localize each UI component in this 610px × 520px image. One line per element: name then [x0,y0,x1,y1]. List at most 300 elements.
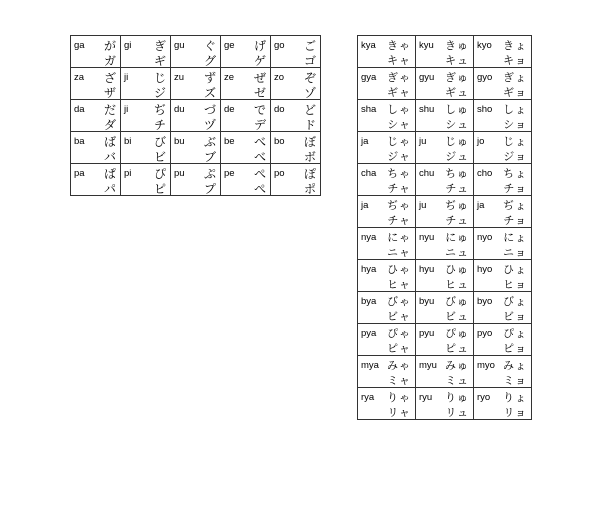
katakana-label: ニョ [503,246,527,259]
kana-cell [121,100,171,132]
katakana-label: ピョ [503,342,527,355]
kana-cell-content [358,356,415,387]
romaji-label: chu [419,168,435,179]
kana-cell [358,324,416,356]
katakana-label: プ [203,182,216,196]
hiragana-label: ちゅ [445,167,469,180]
kana-cell [474,132,532,164]
hiragana-label: みょ [503,359,527,372]
katakana-label: ゴ [303,54,316,68]
romaji-label: za [74,72,85,83]
romaji-label: kyo [477,40,492,51]
katakana-label: ミュ [445,374,469,387]
hiragana-label: じ [153,71,166,85]
hiragana-label: べ [253,135,266,149]
katakana-label: リョ [503,406,527,419]
kana-cell [416,292,474,324]
kana-cell [71,100,121,132]
romaji-label: bu [174,136,185,147]
hiragana-label: ぶ [203,135,216,149]
hiragana-label: ぎゃ [387,71,411,84]
kana-cell-content [416,36,473,67]
hiragana-label: ちゃ [387,167,411,180]
hiragana-label: みゅ [445,359,469,372]
hiragana-label: びょ [503,295,527,308]
kana-cell-content [358,36,415,67]
hiragana-label: ぴ [153,167,166,181]
kana-cell-content [121,132,170,163]
kana-cell [271,68,321,100]
kana-cell-content [474,324,531,355]
katakana-label: シュ [445,118,469,131]
katakana-label: ギャ [387,86,411,99]
romaji-label: go [274,40,285,51]
katakana-label: ジュ [445,150,469,163]
romaji-label: byo [477,296,493,307]
hiragana-label: ぴゃ [387,327,411,340]
hiragana-label: ぞ [303,71,316,85]
kana-cell [221,36,271,68]
katakana-label: ゾ [303,86,316,100]
romaji-label: myo [477,360,495,371]
hiragana-label: ひゃ [387,263,411,276]
dakuten-table-body [71,36,321,196]
katakana-label: リュ [445,406,469,419]
katakana-label: ビョ [503,310,527,323]
kana-cell-content [416,100,473,131]
kana-cell-content [416,164,473,195]
hiragana-label: にゅ [445,231,469,244]
kana-cell [474,324,532,356]
kana-cell-content [271,68,320,99]
romaji-label: ji [124,104,129,115]
romaji-label: sho [477,104,493,115]
hiragana-label: づ [203,103,216,117]
hiragana-label: きゃ [387,39,411,52]
romaji-label: zo [274,72,285,83]
kana-cell-content [416,356,473,387]
hiragana-label: ぎ [153,39,166,53]
kana-cell-content [358,228,415,259]
hiragana-label: ざ [103,71,116,85]
kana-cell [358,388,416,420]
romaji-label: be [224,136,235,147]
table-row [358,132,532,164]
katakana-label: ヅ [203,118,216,132]
kana-cell [271,36,321,68]
romaji-label: nya [361,232,377,243]
katakana-label: チ [153,118,166,132]
hiragana-label: ぼ [303,135,316,149]
hiragana-label: りょ [503,391,527,404]
kana-cell-content [121,100,170,131]
kana-cell-content [358,388,415,419]
katakana-label: ギョ [503,86,527,99]
table-row [71,36,321,68]
kana-cell-content [121,68,170,99]
kana-cell [474,292,532,324]
katakana-label: ジャ [387,150,411,163]
katakana-label: ボ [303,150,316,164]
kana-cell-content [221,100,270,131]
hiragana-label: きょ [503,39,527,52]
katakana-label: ド [303,118,316,132]
table-row [358,68,532,100]
kana-cell [71,164,121,196]
kana-cell [358,260,416,292]
kana-cell [221,164,271,196]
kana-cell-content [71,132,120,163]
kana-cell [171,36,221,68]
yoon-table-body [358,36,532,420]
katakana-label: ミャ [387,374,411,387]
katakana-label: ヒュ [445,278,469,291]
kana-cell [416,260,474,292]
hiragana-label: じゃ [387,135,411,148]
kana-cell-content [416,388,473,419]
hiragana-label: じゅ [445,135,469,148]
katakana-label: ポ [303,182,316,196]
katakana-label: キャ [387,54,411,67]
kana-cell [121,164,171,196]
kana-cell-content [474,132,531,163]
kana-cell [171,164,221,196]
kana-cell [358,100,416,132]
kana-cell [358,132,416,164]
katakana-label: チュ [445,214,469,227]
hiragana-label: ぎょ [503,71,527,84]
kana-cell [416,388,474,420]
hiragana-label: だ [103,103,116,117]
kana-cell-content [358,68,415,99]
kana-cell-content [271,36,320,67]
romaji-label: cho [477,168,493,179]
hiragana-label: げ [253,39,266,53]
kana-cell [121,68,171,100]
yoon-kana-table [357,35,532,420]
hiragana-label: ず [203,71,216,85]
romaji-label: gi [124,40,132,51]
kana-cell-content [71,164,120,195]
kana-cell-content [416,196,473,227]
romaji-label: gya [361,72,377,83]
katakana-label: ヒョ [503,278,527,291]
romaji-label: pyu [419,328,435,339]
katakana-label: キュ [445,54,469,67]
hiragana-label: ぢ [153,103,166,117]
katakana-label: ザ [103,86,116,100]
katakana-label: ピャ [387,342,411,355]
romaji-label: hyu [419,264,435,275]
katakana-label: ギュ [445,86,469,99]
kana-cell-content [416,68,473,99]
hiragana-label: ご [303,39,316,53]
hiragana-label: ぽ [303,167,316,181]
kana-cell-content [358,324,415,355]
hiragana-label: みゃ [387,359,411,372]
kana-cell-content [121,36,170,67]
kana-cell [71,132,121,164]
kana-cell-content [221,68,270,99]
table-row [71,68,321,100]
romaji-label: gyo [477,72,493,83]
kana-cell [121,36,171,68]
katakana-label: ヒャ [387,278,411,291]
hiragana-label: ぺ [253,167,266,181]
kana-cell-content [271,100,320,131]
hiragana-label: りゅ [445,391,469,404]
kana-cell-content [171,164,220,195]
hiragana-label: ば [103,135,116,149]
kana-cell-content [221,132,270,163]
table-row [71,132,321,164]
hiragana-label: ぱ [103,167,116,181]
romaji-label: kyu [419,40,434,51]
table-row [358,36,532,68]
romaji-label: hya [361,264,377,275]
katakana-label: ショ [503,118,527,131]
kana-cell-content [358,196,415,227]
kana-cell [358,36,416,68]
hiragana-label: しゅ [445,103,469,116]
hiragana-label: ぐ [203,39,216,53]
hiragana-label: ぢょ [503,199,527,212]
kana-cell-content [358,100,415,131]
table-row [71,164,321,196]
kana-cell-content [474,100,531,131]
katakana-label: リャ [387,406,411,419]
hiragana-label: きゅ [445,39,469,52]
romaji-label: ja [361,200,369,211]
hiragana-label: ど [303,103,316,117]
romaji-label: gyu [419,72,435,83]
kana-cell [358,228,416,260]
kana-cell-content [474,228,531,259]
kana-cell-content [221,164,270,195]
kana-cell [71,68,121,100]
kana-cell [271,132,321,164]
kana-cell-content [71,68,120,99]
katakana-label: ピ [153,182,166,196]
table-row [358,324,532,356]
katakana-label: ビュ [445,310,469,323]
kana-cell-content [474,356,531,387]
katakana-label: ぺ [253,182,266,196]
katakana-label: チャ [387,182,411,195]
katakana-label: デ [253,118,266,132]
katakana-label: キョ [503,54,527,67]
katakana-label: パ [103,182,116,196]
kana-cell [71,36,121,68]
katakana-label: グ [203,54,216,68]
katakana-label: ジョ [503,150,527,163]
kana-cell-content [171,36,220,67]
hiragana-label: ちょ [503,167,527,180]
romaji-label: ge [224,40,235,51]
hiragana-label: にゃ [387,231,411,244]
romaji-label: ze [224,72,235,83]
kana-cell [416,132,474,164]
katakana-label: チャ [387,214,411,227]
kana-cell [271,100,321,132]
kana-cell-content [416,228,473,259]
hiragana-label: ぜ [253,71,266,85]
romaji-label: po [274,168,285,179]
kana-cell-content [416,292,473,323]
katakana-label: ジ [153,86,166,100]
kana-cell [474,388,532,420]
romaji-label: myu [419,360,437,371]
hiragana-label: ぢゅ [445,199,469,212]
hiragana-label: びゅ [445,295,469,308]
romaji-label: ga [74,40,85,51]
table-row [71,100,321,132]
romaji-label: hyo [477,264,493,275]
romaji-label: de [224,104,235,115]
romaji-label: ju [419,136,427,147]
kana-cell-content [416,324,473,355]
romaji-label: pe [224,168,235,179]
romaji-label: sha [361,104,377,115]
katakana-label: ゲ [253,54,266,68]
romaji-label: ja [477,200,485,211]
hiragana-label: ぴょ [503,327,527,340]
hiragana-label: ぷ [203,167,216,181]
kana-cell [474,356,532,388]
table-row [358,100,532,132]
katakana-label: ガ [103,54,116,68]
romaji-label: ryu [419,392,433,403]
kana-cell-content [71,36,120,67]
romaji-label: ja [361,136,369,147]
katakana-label: シャ [387,118,411,131]
romaji-label: shu [419,104,435,115]
romaji-label: gu [174,40,185,51]
dakuten-kana-table [70,35,321,196]
hiragana-label: ぢゃ [387,199,411,212]
kana-cell [416,196,474,228]
katakana-label: ゼ [253,86,266,100]
hiragana-label: で [253,103,266,117]
romaji-label: pya [361,328,377,339]
hiragana-label: びゃ [387,295,411,308]
kana-cell [474,68,532,100]
hiragana-label: ぴゅ [445,327,469,340]
katakana-label: チュ [445,182,469,195]
kana-cell [358,164,416,196]
kana-cell-content [474,196,531,227]
hiragana-label: しょ [503,103,527,116]
katakana-label: チョ [503,214,527,227]
romaji-label: nyo [477,232,493,243]
romaji-label: nyu [419,232,435,243]
romaji-label: zu [174,72,185,83]
romaji-label: do [274,104,285,115]
kana-cell [474,228,532,260]
romaji-label: bya [361,296,377,307]
kana-cell [474,196,532,228]
kana-cell [221,132,271,164]
kana-cell-content [271,132,320,163]
kana-cell [416,164,474,196]
romaji-label: da [74,104,85,115]
kana-cell-content [474,388,531,419]
kana-cell [358,68,416,100]
table-row [358,260,532,292]
kana-cell [171,68,221,100]
kana-cell [474,100,532,132]
kana-cell-content [121,164,170,195]
hiragana-label: び [153,135,166,149]
kana-cell-content [358,164,415,195]
romaji-label: ji [124,72,129,83]
table-row [358,388,532,420]
katakana-label: べ [253,150,266,164]
kana-cell-content [474,260,531,291]
romaji-label: pa [74,168,85,179]
katakana-label: ピュ [445,342,469,355]
kana-cell [221,68,271,100]
table-row [358,164,532,196]
kana-cell [358,356,416,388]
katakana-label: ブ [203,150,216,164]
katakana-label: ニュ [445,246,469,259]
kana-cell-content [171,100,220,131]
table-row [358,356,532,388]
hiragana-label: が [103,39,116,53]
kana-cell [416,356,474,388]
table-row [358,228,532,260]
hiragana-label: にょ [503,231,527,244]
hiragana-label: ぎゅ [445,71,469,84]
table-row [358,292,532,324]
katakana-label: チョ [503,182,527,195]
kana-cell-content [416,132,473,163]
katakana-label: ニャ [387,246,411,259]
katakana-label: ギ [153,54,166,68]
kana-cell [474,260,532,292]
kana-cell [416,36,474,68]
table-row [358,196,532,228]
kana-cell [171,132,221,164]
kana-cell [221,100,271,132]
romaji-label: ju [419,200,427,211]
kana-cell [474,164,532,196]
romaji-label: ba [74,136,85,147]
romaji-label: pi [124,168,132,179]
kana-cell-content [358,132,415,163]
kana-cell [416,68,474,100]
kana-cell-content [171,132,220,163]
romaji-label: mya [361,360,379,371]
kana-cell-content [171,68,220,99]
kana-cell-content [474,292,531,323]
kana-cell [416,100,474,132]
hiragana-label: じょ [503,135,527,148]
romaji-label: pu [174,168,185,179]
romaji-label: kya [361,40,376,51]
kana-cell-content [474,68,531,99]
kana-cell-content [358,260,415,291]
romaji-label: cha [361,168,377,179]
katakana-label: バ [103,150,116,164]
kana-cell-content [474,164,531,195]
kana-cell [121,132,171,164]
romaji-label: bo [274,136,285,147]
katakana-label: ダ [103,118,116,132]
kana-cell [171,100,221,132]
kana-cell [416,228,474,260]
